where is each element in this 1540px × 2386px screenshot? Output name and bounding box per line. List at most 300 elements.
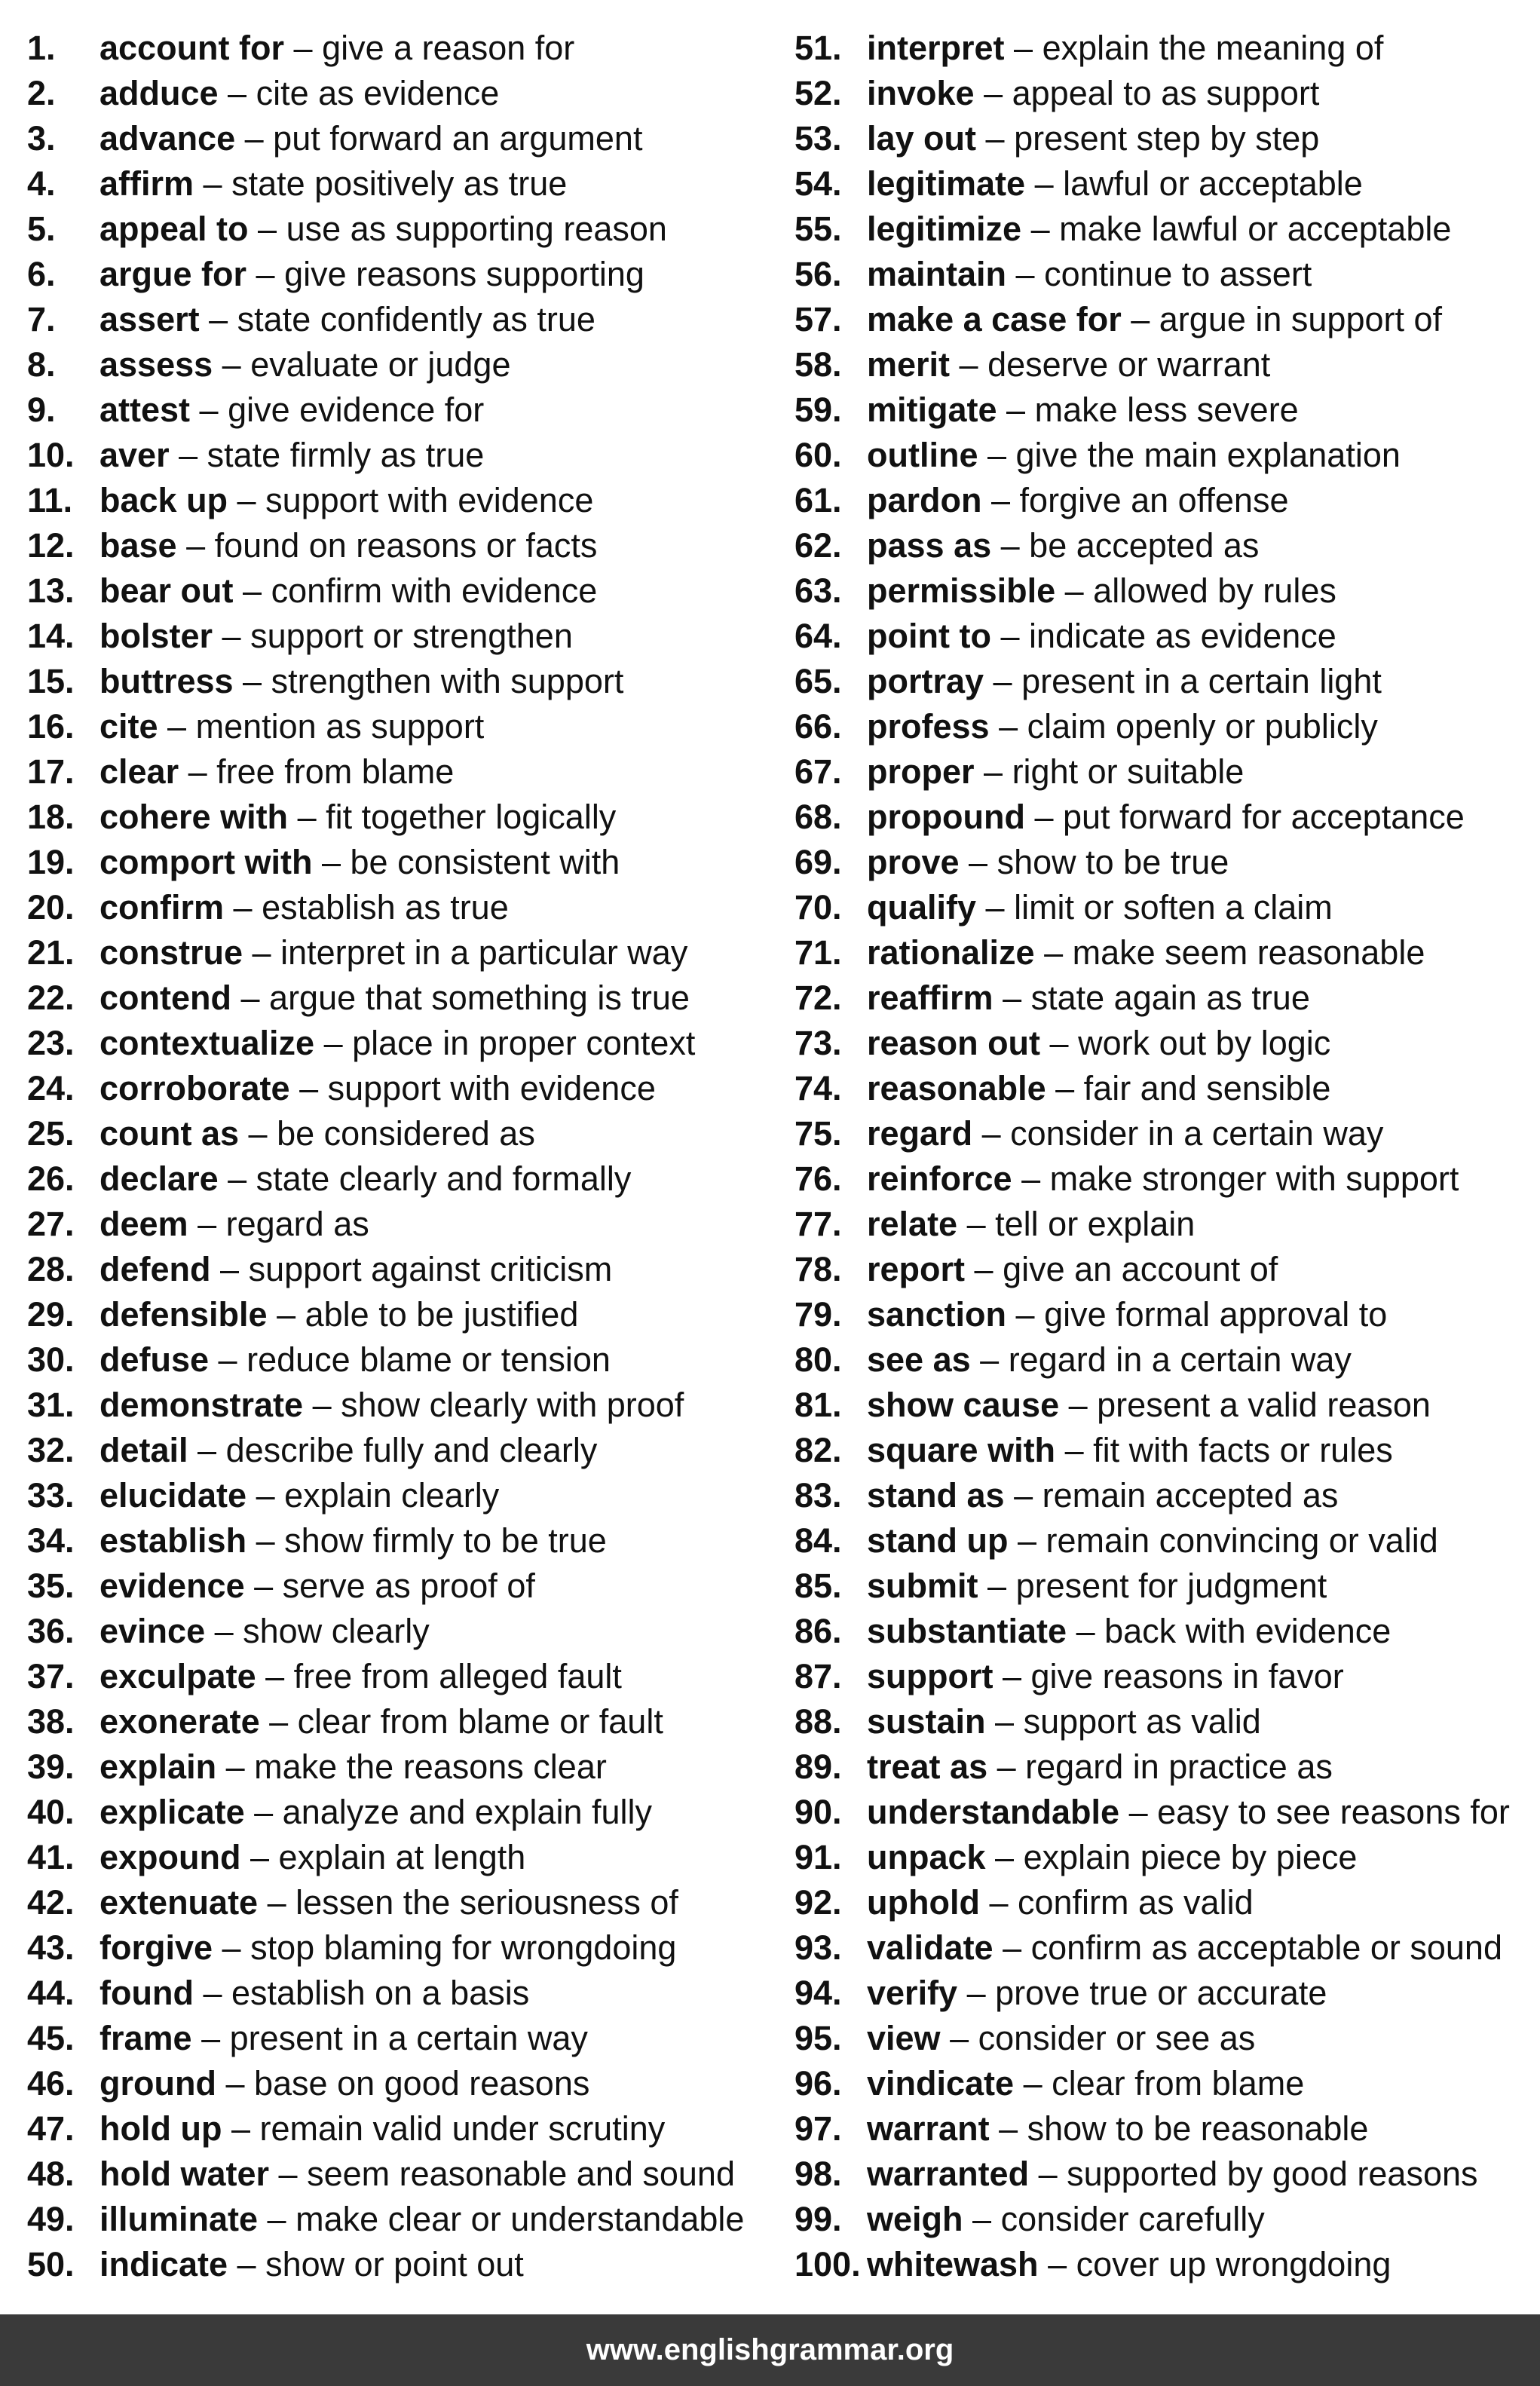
item-definition: tell or explain xyxy=(995,1205,1196,1243)
item-term: legitimize xyxy=(867,210,1022,248)
list-item xyxy=(27,1699,773,1744)
item-separator: – xyxy=(965,1250,1003,1288)
list-item xyxy=(27,297,773,342)
item-term: sustain xyxy=(867,1702,986,1741)
item-separator: – xyxy=(256,1657,294,1695)
item-term: assert xyxy=(100,300,200,338)
item-definition: deserve or warrant xyxy=(987,345,1271,384)
item-definition: remain accepted as xyxy=(1042,1476,1339,1515)
item-number: 59. xyxy=(794,391,842,429)
item-term: contextualize xyxy=(100,1024,315,1062)
list-item xyxy=(794,1564,1537,1609)
word-list-right-column xyxy=(794,26,1537,2287)
item-term: warranted xyxy=(867,2155,1030,2193)
item-number: 63. xyxy=(794,571,842,610)
item-number: 90. xyxy=(794,1793,842,1831)
item-number: 100. xyxy=(794,2245,861,2283)
item-term: sanction xyxy=(867,1295,1007,1334)
item-term: show cause xyxy=(867,1386,1060,1424)
item-term: maintain xyxy=(867,255,1007,293)
item-separator: – xyxy=(243,933,281,972)
item-separator: – xyxy=(176,526,215,565)
item-separator: – xyxy=(258,2200,296,2238)
item-number: 77. xyxy=(794,1205,842,1243)
item-number: 69. xyxy=(794,843,842,881)
item-separator: – xyxy=(233,662,271,700)
item-number: 76. xyxy=(794,1159,842,1198)
list-item xyxy=(794,1880,1537,1925)
item-term: detail xyxy=(100,1431,188,1469)
item-number: 32. xyxy=(27,1431,75,1469)
item-term: aver xyxy=(100,436,170,474)
item-term: make a case for xyxy=(867,300,1122,338)
list-item xyxy=(27,1428,773,1473)
list-item xyxy=(794,1111,1537,1156)
item-separator: – xyxy=(193,1974,231,2012)
list-item xyxy=(794,297,1537,342)
item-separator: – xyxy=(258,1883,296,1922)
footer-url: www.englishgrammar.org xyxy=(586,2333,954,2366)
word-list xyxy=(0,26,1540,2283)
list-item xyxy=(27,2061,773,2106)
item-separator: – xyxy=(314,1024,353,1062)
item-term: clear xyxy=(100,752,179,791)
item-separator: – xyxy=(989,707,1027,746)
list-item xyxy=(794,1518,1537,1564)
item-separator: – xyxy=(993,1928,1031,1967)
item-separator: – xyxy=(1012,1159,1050,1198)
item-definition: regard in practice as xyxy=(1025,1747,1333,1786)
item-term: warrant xyxy=(867,2109,990,2148)
item-definition: work out by logic xyxy=(1078,1024,1331,1062)
item-term: buttress xyxy=(100,662,234,700)
item-separator: – xyxy=(158,707,196,746)
item-separator: – xyxy=(210,1250,249,1288)
item-separator: – xyxy=(284,29,323,67)
item-definition: give a reason for xyxy=(322,29,575,67)
list-item xyxy=(27,1564,773,1609)
item-definition: reduce blame or tension xyxy=(246,1340,611,1379)
item-separator: – xyxy=(1008,1521,1046,1560)
item-separator: – xyxy=(244,1567,283,1605)
item-term: proper xyxy=(867,752,975,791)
item-term: weigh xyxy=(867,2200,963,2238)
item-number: 19. xyxy=(27,843,75,881)
list-item xyxy=(27,614,773,659)
item-definition: give formal approval to xyxy=(1044,1295,1388,1334)
list-item xyxy=(27,1111,773,1156)
list-item xyxy=(27,523,773,568)
item-definition: put forward an argument xyxy=(273,119,643,158)
item-number: 89. xyxy=(794,1747,842,1786)
item-number: 35. xyxy=(27,1567,75,1605)
item-number: 33. xyxy=(27,1476,75,1515)
item-number: 80. xyxy=(794,1340,842,1379)
item-separator: – xyxy=(199,300,237,338)
item-separator: – xyxy=(984,662,1022,700)
item-separator: – xyxy=(959,843,997,881)
item-term: exonerate xyxy=(100,1702,260,1741)
item-separator: – xyxy=(1059,1386,1098,1424)
list-item xyxy=(27,1337,773,1383)
list-item xyxy=(794,252,1537,297)
item-definition: give reasons in favor xyxy=(1030,1657,1344,1695)
item-number: 93. xyxy=(794,1928,842,1967)
item-term: pass as xyxy=(867,526,992,565)
list-item xyxy=(794,749,1537,795)
item-term: cohere with xyxy=(100,798,289,836)
item-number: 81. xyxy=(794,1386,842,1424)
item-definition: establish as true xyxy=(262,888,509,927)
item-number: 31. xyxy=(27,1386,75,1424)
item-separator: – xyxy=(188,1431,226,1469)
item-number: 95. xyxy=(794,2019,842,2057)
item-number: 49. xyxy=(27,2200,75,2238)
item-separator: – xyxy=(303,1386,341,1424)
item-separator: – xyxy=(997,391,1035,429)
item-separator: – xyxy=(970,1340,1009,1379)
list-item xyxy=(794,704,1537,749)
item-definition: explain piece by piece xyxy=(1023,1838,1358,1876)
list-item xyxy=(27,1880,773,1925)
item-separator: – xyxy=(235,119,274,158)
item-definition: prove true or accurate xyxy=(995,1974,1327,2012)
list-item xyxy=(794,1654,1537,1699)
list-item xyxy=(794,1699,1537,1744)
item-term: mitigate xyxy=(867,391,997,429)
item-term: attest xyxy=(100,391,191,429)
item-definition: present in a certain way xyxy=(229,2019,588,2057)
item-definition: analyze and explain fully xyxy=(282,1793,652,1831)
item-separator: – xyxy=(218,74,256,112)
item-number: 62. xyxy=(794,526,842,565)
item-definition: present step by step xyxy=(1014,119,1320,158)
item-term: defuse xyxy=(100,1340,210,1379)
item-separator: – xyxy=(993,979,1031,1017)
item-separator: – xyxy=(1025,164,1064,203)
list-item xyxy=(27,1744,773,1790)
list-item xyxy=(794,1202,1537,1247)
list-item xyxy=(794,840,1537,885)
item-term: invoke xyxy=(867,74,975,112)
list-item xyxy=(27,1292,773,1337)
list-item xyxy=(794,1744,1537,1790)
item-definition: allowed by rules xyxy=(1093,571,1336,610)
item-separator: – xyxy=(246,1521,285,1560)
item-number: 98. xyxy=(794,2155,842,2193)
item-definition: give the main explanation xyxy=(1015,436,1401,474)
item-definition: place in proper context xyxy=(352,1024,696,1062)
list-item xyxy=(794,795,1537,840)
list-item xyxy=(27,704,773,749)
item-separator: – xyxy=(981,481,1020,519)
item-definition: regard as xyxy=(225,1205,369,1243)
list-item xyxy=(794,2106,1537,2152)
item-number: 30. xyxy=(27,1340,75,1379)
list-item xyxy=(27,840,773,885)
item-definition: present in a certain light xyxy=(1021,662,1382,700)
item-separator: – xyxy=(190,391,228,429)
item-separator: – xyxy=(1040,1024,1079,1062)
list-item xyxy=(27,976,773,1021)
item-separator: – xyxy=(963,2200,1001,2238)
item-definition: strengthen with support xyxy=(271,662,624,700)
item-term: demonstrate xyxy=(100,1386,304,1424)
list-item xyxy=(794,885,1537,930)
item-number: 10. xyxy=(27,436,75,474)
item-definition: support with evidence xyxy=(327,1069,656,1107)
list-item xyxy=(27,342,773,387)
item-definition: use as supporting reason xyxy=(286,210,667,248)
item-number: 79. xyxy=(794,1295,842,1334)
item-separator: – xyxy=(1067,1612,1105,1650)
item-definition: show to be reasonable xyxy=(1027,2109,1369,2148)
item-number: 21. xyxy=(27,933,75,972)
item-number: 36. xyxy=(27,1612,75,1650)
item-separator: – xyxy=(974,752,1012,791)
item-number: 47. xyxy=(27,2109,75,2148)
item-number: 94. xyxy=(794,1974,842,2012)
item-definition: found on reasons or facts xyxy=(214,526,598,565)
item-definition: support against criticism xyxy=(248,1250,613,1288)
item-number: 9. xyxy=(27,391,56,429)
list-item xyxy=(794,1292,1537,1337)
item-definition: fit together logically xyxy=(326,798,617,836)
list-item xyxy=(794,1835,1537,1880)
item-term: back up xyxy=(100,481,228,519)
list-item xyxy=(27,2016,773,2061)
item-definition: able to be justified xyxy=(305,1295,579,1334)
item-number: 40. xyxy=(27,1793,75,1831)
item-separator: – xyxy=(239,1114,277,1153)
item-separator: – xyxy=(169,436,207,474)
item-number: 75. xyxy=(794,1114,842,1153)
item-term: reaffirm xyxy=(867,979,993,1017)
list-item xyxy=(27,1835,773,1880)
item-number: 70. xyxy=(794,888,842,927)
item-number: 84. xyxy=(794,1521,842,1560)
item-definition: lawful or acceptable xyxy=(1063,164,1363,203)
item-definition: cite as evidence xyxy=(256,74,500,112)
item-number: 41. xyxy=(27,1838,75,1876)
item-number: 50. xyxy=(27,2245,75,2283)
item-number: 65. xyxy=(794,662,842,700)
item-separator: – xyxy=(989,2109,1027,2148)
item-number: 42. xyxy=(27,1883,75,1922)
list-item xyxy=(27,1654,773,1699)
list-item xyxy=(794,1428,1537,1473)
item-term: extenuate xyxy=(100,1883,259,1922)
list-item xyxy=(794,1156,1537,1202)
list-item xyxy=(27,116,773,161)
item-number: 37. xyxy=(27,1657,75,1695)
item-term: outline xyxy=(867,436,978,474)
item-number: 96. xyxy=(794,2064,842,2103)
item-definition: appeal to as support xyxy=(1012,74,1320,112)
item-number: 78. xyxy=(794,1250,842,1288)
item-definition: state positively as true xyxy=(231,164,568,203)
item-definition: remain convincing or valid xyxy=(1046,1521,1438,1560)
item-definition: remain valid under scrutiny xyxy=(259,2109,666,2148)
list-item xyxy=(794,976,1537,1021)
list-item xyxy=(27,1473,773,1518)
item-number: 46. xyxy=(27,2064,75,2103)
item-definition: state confidently as true xyxy=(237,300,595,338)
site-footer xyxy=(0,2314,1540,2386)
item-separator: – xyxy=(1038,2245,1076,2283)
item-term: exculpate xyxy=(100,1657,256,1695)
item-number: 74. xyxy=(794,1069,842,1107)
item-number: 82. xyxy=(794,1431,842,1469)
item-number: 1. xyxy=(27,29,56,67)
item-term: contend xyxy=(100,979,231,1017)
item-term: bear out xyxy=(100,571,234,610)
item-separator: – xyxy=(979,1883,1018,1922)
list-item xyxy=(27,1971,773,2016)
item-number: 45. xyxy=(27,2019,75,2057)
list-item xyxy=(794,523,1537,568)
list-item xyxy=(27,930,773,976)
item-number: 2. xyxy=(27,74,56,112)
item-term: adduce xyxy=(100,74,219,112)
list-item xyxy=(794,1609,1537,1654)
item-separator: – xyxy=(224,888,262,927)
list-item xyxy=(794,1971,1537,2016)
item-separator: – xyxy=(244,1793,283,1831)
item-number: 8. xyxy=(27,345,56,384)
item-term: regard xyxy=(867,1114,973,1153)
item-term: confirm xyxy=(100,888,225,927)
item-definition: consider carefully xyxy=(1000,2200,1265,2238)
list-item xyxy=(27,1156,773,1202)
item-term: point to xyxy=(867,617,991,655)
list-item xyxy=(27,1202,773,1247)
item-definition: be consistent with xyxy=(350,843,620,881)
item-separator: – xyxy=(940,2019,978,2057)
item-separator: – xyxy=(1006,1295,1045,1334)
item-term: treat as xyxy=(867,1747,988,1786)
item-number: 15. xyxy=(27,662,75,700)
item-definition: state firmly as true xyxy=(207,436,485,474)
item-term: illuminate xyxy=(100,2200,259,2238)
item-term: found xyxy=(100,1974,194,2012)
item-number: 52. xyxy=(794,74,842,112)
item-separator: – xyxy=(1055,571,1094,610)
item-separator: – xyxy=(222,2109,260,2148)
item-number: 48. xyxy=(27,2155,75,2193)
item-term: base xyxy=(100,526,177,565)
item-number: 12. xyxy=(27,526,75,565)
item-term: view xyxy=(867,2019,941,2057)
item-term: square with xyxy=(867,1431,1056,1469)
item-term: declare xyxy=(100,1159,219,1198)
item-term: qualify xyxy=(867,888,977,927)
item-term: interpret xyxy=(867,29,1005,67)
item-number: 14. xyxy=(27,617,75,655)
list-item xyxy=(27,433,773,478)
item-number: 53. xyxy=(794,119,842,158)
item-definition: explain the meaning of xyxy=(1042,29,1384,67)
item-number: 11. xyxy=(27,481,73,519)
item-separator: – xyxy=(218,1159,256,1198)
list-item xyxy=(794,116,1537,161)
item-separator: – xyxy=(1021,210,1060,248)
item-definition: give evidence for xyxy=(228,391,485,429)
list-item xyxy=(27,885,773,930)
item-definition: put forward for acceptance xyxy=(1062,798,1465,836)
item-separator: – xyxy=(179,752,217,791)
item-definition: support as valid xyxy=(1023,1702,1261,1741)
list-item xyxy=(27,659,773,704)
item-number: 56. xyxy=(794,255,842,293)
item-definition: confirm as valid xyxy=(1018,1883,1254,1922)
list-item xyxy=(27,252,773,297)
item-definition: fair and sensible xyxy=(1083,1069,1331,1107)
item-definition: consider or see as xyxy=(978,2019,1256,2057)
item-term: pardon xyxy=(867,481,982,519)
item-term: see as xyxy=(867,1340,971,1379)
list-item xyxy=(27,478,773,523)
item-definition: show firmly to be true xyxy=(284,1521,607,1560)
list-item xyxy=(27,1790,773,1835)
list-item xyxy=(27,161,773,207)
list-item xyxy=(27,795,773,840)
item-number: 60. xyxy=(794,436,842,474)
item-number: 44. xyxy=(27,1974,75,2012)
item-separator: – xyxy=(188,1205,226,1243)
list-item xyxy=(794,1247,1537,1292)
item-definition: right or suitable xyxy=(1012,752,1245,791)
list-item xyxy=(794,1383,1537,1428)
list-item xyxy=(794,2152,1537,2197)
item-definition: seem reasonable and sound xyxy=(307,2155,735,2193)
item-term: permissible xyxy=(867,571,1056,610)
item-term: report xyxy=(867,1250,966,1288)
list-item xyxy=(27,207,773,252)
item-definition: confirm as acceptable or sound xyxy=(1030,1928,1502,1967)
item-separator: – xyxy=(978,436,1016,474)
list-item xyxy=(794,433,1537,478)
item-definition: clear from blame xyxy=(1052,2064,1305,2103)
list-item xyxy=(27,1247,773,1292)
item-term: reason out xyxy=(867,1024,1041,1062)
item-definition: forgive an offense xyxy=(1019,481,1289,519)
list-item xyxy=(27,71,773,116)
item-definition: show to be true xyxy=(997,843,1229,881)
item-number: 55. xyxy=(794,210,842,248)
item-separator: – xyxy=(312,843,351,881)
item-definition: make lawful or acceptable xyxy=(1059,210,1452,248)
item-definition: state clearly and formally xyxy=(256,1159,632,1198)
item-number: 91. xyxy=(794,1838,842,1876)
item-separator: – xyxy=(1034,933,1073,972)
item-number: 22. xyxy=(27,979,75,1017)
item-definition: regard in a certain way xyxy=(1008,1340,1352,1379)
item-definition: continue to assert xyxy=(1044,255,1312,293)
item-term: relate xyxy=(867,1205,958,1243)
item-definition: argue that something is true xyxy=(269,979,690,1017)
item-definition: free from blame xyxy=(216,752,455,791)
item-number: 6. xyxy=(27,255,56,293)
item-definition: easy to see reasons for xyxy=(1157,1793,1510,1831)
item-definition: explain at length xyxy=(278,1838,526,1876)
list-item xyxy=(27,2197,773,2242)
item-definition: base on good reasons xyxy=(254,2064,590,2103)
item-definition: make the reasons clear xyxy=(254,1747,607,1786)
item-term: stand as xyxy=(867,1476,1005,1515)
item-term: reinforce xyxy=(867,1159,1012,1198)
item-number: 43. xyxy=(27,1928,75,1967)
